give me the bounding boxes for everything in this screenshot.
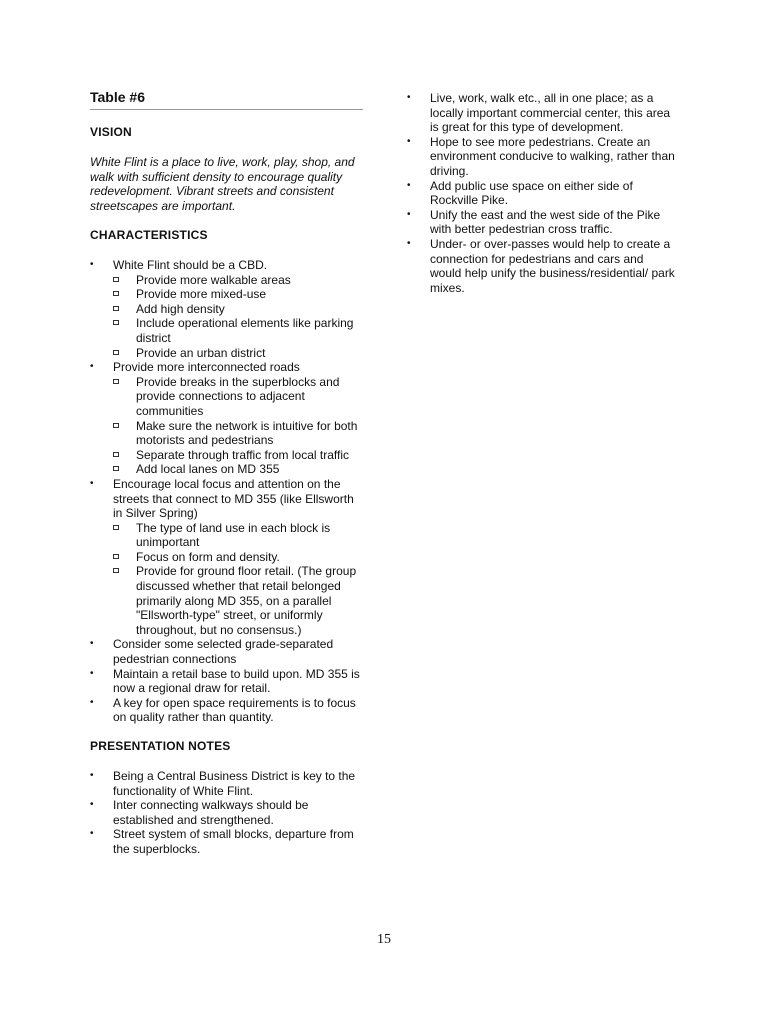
characteristics-list <box>90 258 363 725</box>
list-item-text: Live, work, walk etc., all in one place; as a locally important commercial center, this area is great for this type of development. <box>430 91 671 135</box>
sub-list-item <box>113 448 363 463</box>
sub-list-item-text: Make sure the network is intuitive for both motorists and pedestrians <box>136 418 358 448</box>
list-item <box>90 477 363 638</box>
sub-list-item <box>113 346 363 361</box>
square-bullet-icon <box>113 350 119 355</box>
bullet-icon: • <box>90 667 94 679</box>
sub-list-item <box>113 462 363 477</box>
bullet-icon: • <box>407 237 411 249</box>
square-bullet-icon <box>113 320 119 325</box>
sub-list-item-text: The type of land use in each block is unimportant <box>136 520 331 550</box>
list-item <box>90 696 363 725</box>
list-item <box>90 769 363 798</box>
bullet-icon: • <box>90 828 94 840</box>
bullet-icon: • <box>90 477 94 489</box>
sub-list-item <box>113 564 363 637</box>
list-item-text: Consider some selected grade-separated pedestrian connections <box>113 637 334 667</box>
list-item <box>407 179 677 208</box>
list-item-text: Inter connecting walkways should be established and strengthened. <box>113 798 309 827</box>
table-title: Table #6 <box>90 89 363 110</box>
sub-list-item-text: Add local lanes on MD 355 <box>136 462 280 477</box>
right-bullet-list <box>407 91 677 295</box>
square-bullet-icon <box>113 291 119 296</box>
list-item-text: White Flint should be a CBD. <box>113 258 268 272</box>
list-item <box>90 667 363 696</box>
list-item <box>407 237 677 295</box>
bullet-icon: • <box>407 92 411 103</box>
sub-list-item <box>113 419 363 448</box>
sub-list <box>113 375 363 477</box>
presentation-notes-heading: PRESENTATION NOTES <box>90 739 231 753</box>
sub-list-item-text: Add high density <box>136 301 225 316</box>
list-item-text: Under- or over-passes would help to create a connection for pedestrians and cars and would help unify the business/residential/ park mixes. <box>430 236 675 295</box>
sub-list-item <box>113 375 363 419</box>
bullet-icon: • <box>407 135 411 147</box>
bullet-icon: • <box>407 179 411 191</box>
left-column <box>90 89 363 857</box>
square-bullet-icon <box>113 466 119 471</box>
list-item-text: Hope to see more pedestrians. Create an environment conducive to walking, rather than driving. <box>430 134 675 178</box>
list-item-text: A key for open space requirements is to focus on quality rather than quantity. <box>113 695 356 725</box>
sub-list-item-text: Separate through traffic from local traffic <box>136 447 349 462</box>
list-item <box>90 258 363 360</box>
list-item-text: Encourage local focus and attention on the streets that connect to MD 355 (like Ellsworth in Silver Spring) <box>113 476 354 521</box>
list-item <box>90 360 363 477</box>
vision-heading: VISION <box>90 125 132 139</box>
sub-list-item-text: Focus on form and density. <box>136 549 280 564</box>
sub-list <box>113 273 363 361</box>
bullet-icon: • <box>90 696 94 708</box>
square-bullet-icon <box>113 452 119 457</box>
square-bullet-icon <box>113 554 119 559</box>
list-item-text: Add public use space on either side of Rockville Pike. <box>430 178 633 208</box>
bullet-icon: • <box>90 259 94 270</box>
bullet-icon: • <box>90 361 94 373</box>
list-item-text: Being a Central Business District is key to the functionality of White Flint. <box>113 769 356 798</box>
sub-list-item-text: Provide more walkable areas <box>136 272 291 287</box>
page-number: 15 <box>377 932 391 947</box>
sub-list-item-text: Provide for ground floor retail. (The group discussed whether that retail belonged primarily along MD 355, on a parallel "Ellsworth-type" street, or uniformly throughout, but no consensus.) <box>136 564 357 637</box>
square-bullet-icon <box>113 423 119 428</box>
list-item-text: Maintain a retail base to build upon. MD 355 is now a regional draw for retail. <box>113 666 360 696</box>
list-item <box>407 91 677 135</box>
vision-text: White Flint is a place to live, work, play, shop, and walk with sufficient density to encourage quality redevelopment. Vibrant streets and consistent streetscapes are important. <box>90 155 355 213</box>
bullet-icon: • <box>90 799 94 811</box>
square-bullet-icon <box>113 306 119 311</box>
sub-list-item <box>113 550 363 565</box>
square-bullet-icon <box>113 525 119 530</box>
sub-list-item-text: Include operational elements like parking district <box>136 316 354 345</box>
square-bullet-icon <box>113 277 119 282</box>
sub-list-item <box>113 287 363 302</box>
sub-list-item <box>113 316 363 345</box>
sub-list-item <box>113 521 363 550</box>
sub-list-item-text: Provide an urban district <box>136 345 266 360</box>
bullet-icon: • <box>407 208 411 220</box>
sub-list <box>113 521 363 638</box>
square-bullet-icon <box>113 379 119 384</box>
list-item <box>90 827 363 856</box>
sub-list-item <box>113 302 363 317</box>
bullet-icon: • <box>90 638 94 650</box>
list-item <box>407 208 677 237</box>
list-item <box>90 798 363 827</box>
sub-list-item-text: Provide breaks in the superblocks and provide connections to adjacent communities <box>136 374 340 418</box>
list-item-text: Street system of small blocks, departure from the superblocks. <box>113 827 354 856</box>
square-bullet-icon <box>113 568 119 573</box>
sub-list-item-text: Provide more mixed-use <box>136 287 267 302</box>
list-item-text: Unify the east and the west side of the Pike with better pedestrian cross traffic. <box>430 207 661 237</box>
right-column <box>407 91 677 295</box>
list-item <box>407 135 677 179</box>
list-item <box>90 637 363 666</box>
sub-list-item <box>113 273 363 288</box>
presentation-notes-list <box>90 769 363 857</box>
characteristics-heading: CHARACTERISTICS <box>90 228 208 242</box>
list-item-text: Provide more interconnected roads <box>113 360 300 375</box>
bullet-icon: • <box>90 770 94 781</box>
